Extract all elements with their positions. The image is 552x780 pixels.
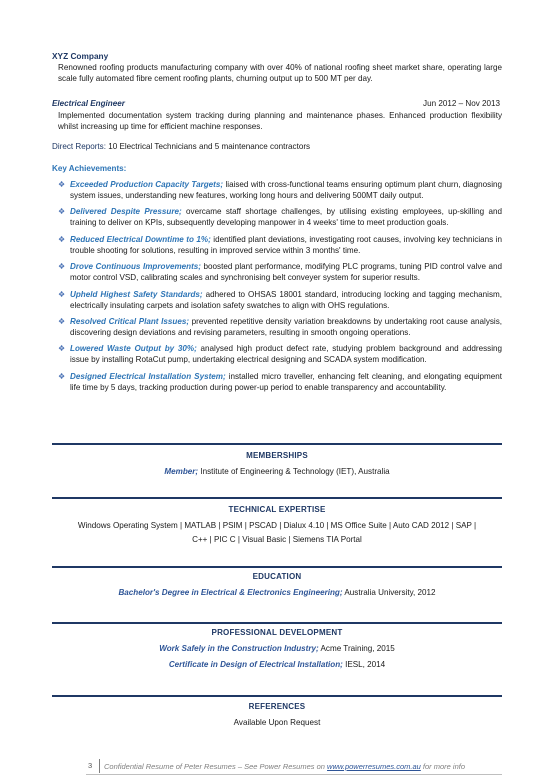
diamond-bullet-icon: ❖ [58, 371, 66, 381]
achievement-text: overcame staff shortage challenges, by utilising existing employees, up-skilling and training to deliver on KPIs, subsequently developing manpower in 4 weeks' time to meet production goals. [70, 207, 502, 228]
role-row [52, 98, 500, 109]
achievement-item [58, 343, 502, 365]
direct-reports [52, 141, 310, 152]
membership-value: Institute of Engineering & Technology (IET), Australia [198, 467, 390, 476]
achievement-item [58, 371, 502, 393]
education-title: EDUCATION [252, 572, 302, 581]
footer-text [104, 761, 465, 772]
course-detail: IESL, 2014 [342, 660, 386, 669]
section-divider [52, 497, 502, 499]
achievements-list [58, 179, 502, 398]
company-description: Renowned roofing products manufacturing company with over 40% of national roofing sheet market share, operating large scale fully automated fibre cement roofing plants, churning output up to 500 MT per day. [58, 63, 502, 83]
diamond-bullet-icon: ❖ [58, 207, 66, 217]
footer-divider [99, 759, 100, 773]
achievement-lead: Lowered Waste Output by 30%; [70, 344, 197, 354]
achievement-item [58, 179, 502, 201]
achievement-item [58, 261, 502, 283]
footer-label: Confidential Resume of Peter Resumes – See Power Resumes on [104, 762, 328, 771]
achievement-lead: Upheld Highest Safety Standards; [70, 289, 203, 299]
references-title: REFERENCES [248, 702, 306, 711]
education-section [52, 571, 502, 598]
footer-link[interactable]: www.powerresumes.com.au [327, 762, 421, 771]
achievement-text: liaised with cross-functional teams ensuring optimum plant churn, diagnosing system issues, understanding new features, working long hours and delivering 500MT daily output. [70, 180, 502, 200]
direct-reports-label: Direct Reports: [52, 142, 106, 151]
diamond-bullet-icon: ❖ [58, 289, 66, 299]
achievement-item [58, 206, 502, 228]
diamond-bullet-icon: ❖ [58, 234, 66, 244]
diamond-bullet-icon: ❖ [58, 180, 66, 189]
professional-item [52, 659, 502, 670]
technical-line-2: C++ | PIC C | Visual Basic | Siemens TIA Portal [192, 535, 362, 544]
page-number: 3 [88, 761, 93, 770]
section-divider [52, 443, 502, 445]
course-detail: Acme Training, 2015 [318, 644, 395, 653]
education-institution: Australia University, 2012 [342, 588, 436, 597]
diamond-bullet-icon: ❖ [58, 344, 66, 354]
references-section [52, 701, 502, 728]
membership-label: Member; [164, 467, 199, 476]
education-degree: Bachelor's Degree in Electrical & Electronics Engineering; [118, 588, 343, 597]
achievement-text: adhered to OHSAS 18001 standard, introducing locking and tagging mechanism, electrically insulating carpets and isolation safety swatches to align with OHS regulations. [70, 289, 503, 310]
course-name: Certificate in Design of Electrical Installation; [168, 660, 343, 669]
achievement-text: analysed high product defect rate, studying problem background and addressing issue by installing RotaCut pump, undertaking electrical designing and SCADA system modification. [70, 344, 502, 365]
key-achievements-heading: Key Achievements: [52, 164, 127, 173]
education-line [52, 587, 502, 598]
achievement-item [58, 234, 502, 256]
achievement-text: prevented repetitive density variation breakdowns by undertaking root cause analysis, discovering design deviations and revising parameters, resulting in smooth ongoing operations. [70, 316, 503, 337]
diamond-bullet-icon: ❖ [58, 316, 66, 326]
professional-section [52, 627, 502, 670]
section-divider [52, 695, 502, 697]
diamond-bullet-icon: ❖ [58, 262, 66, 272]
achievement-text: identified plant deviations, investigating root causes, involving key technicians in trouble shooting for solutions, resulting in improved service within 3 months' time. [70, 234, 502, 255]
direct-reports-value: 10 Electrical Technicians and 5 maintenance contractors [108, 142, 311, 151]
company-name: XYZ Company [52, 51, 109, 61]
achievement-text: boosted plant performance, modifying PLC programs, tuning PID control valve and motor control VSD, calibrating scales and synchronising belt conveyer system for superior results. [70, 262, 502, 283]
memberships-title: MEMBERSHIPS [246, 451, 308, 460]
technical-section [52, 504, 502, 545]
footer-bottom-rule [86, 774, 502, 775]
achievement-item [58, 316, 502, 338]
achievement-lead: Resolved Critical Plant Issues; [70, 316, 190, 326]
achievement-lead: Drove Continuous Improvements; [70, 262, 201, 272]
technical-line-1: Windows Operating System | MATLAB | PSIM | PSCAD | Dialux 4.10 | MS Office Suite | Auto CAD 2012 | SAP | [77, 521, 477, 530]
achievement-item [58, 289, 502, 311]
professional-item [52, 643, 502, 654]
footer-suffix: for more info [420, 762, 466, 771]
membership-line [52, 466, 502, 477]
memberships-section [52, 450, 502, 477]
section-divider [52, 566, 502, 568]
professional-title: PROFESSIONAL DEVELOPMENT [211, 628, 343, 637]
role-description: Implemented documentation system tracking during planning and maintenance phases. Enhanced production flexibility whilst increasing up time for efficient machine responses. [58, 111, 502, 131]
section-divider [52, 622, 502, 624]
references-value: Available Upon Request [233, 718, 321, 727]
achievement-lead: Delivered Despite Pressure; [70, 207, 182, 217]
achievement-lead: Designed Electrical Installation System; [70, 371, 226, 381]
achievement-lead: Reduced Electrical Downtime to 1%; [70, 234, 211, 244]
course-name: Work Safely in the Construction Industry; [159, 644, 319, 653]
role-dates: Jun 2012 – Nov 2013 [423, 99, 500, 108]
technical-title: TECHNICAL EXPERTISE [228, 505, 326, 514]
role-title: Electrical Engineer [52, 99, 125, 108]
achievement-text: installed micro traveller, enhancing felt cleaning, and elongating equipment life time by 5 days, tracking production during power-up period to enable transparency and accountability. [70, 371, 502, 392]
achievement-lead: Exceeded Production Capacity Targets; [70, 180, 224, 189]
